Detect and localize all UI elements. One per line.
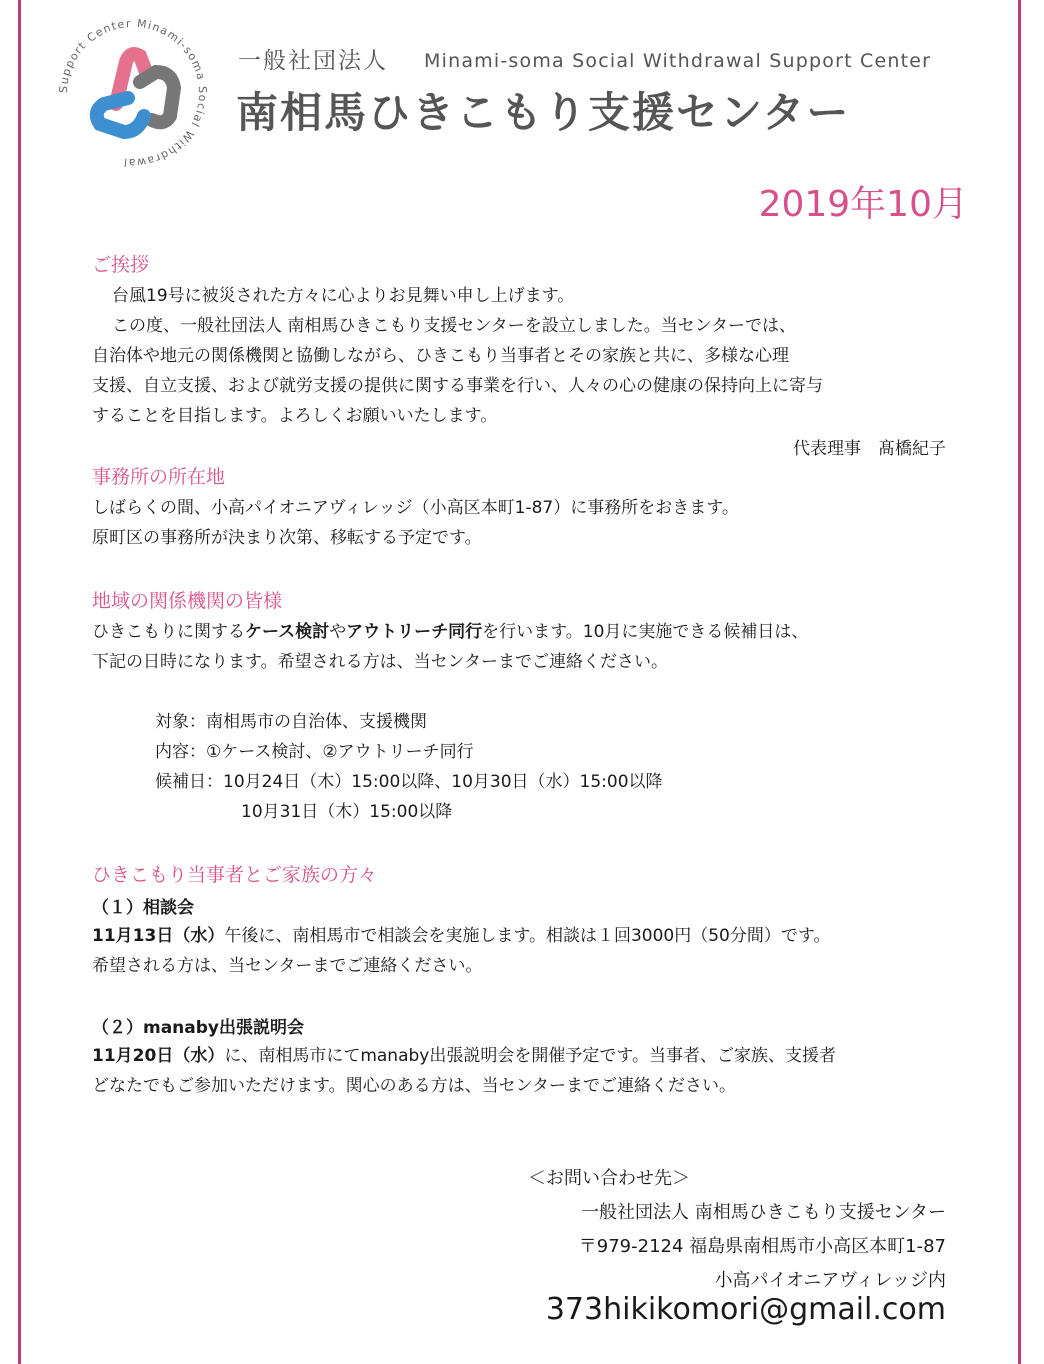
greeting-line: この度、一般社団法人 南相馬ひきこもり支援センターを設立しました。当センターでは、 [112,316,797,336]
issue-date: 2019年10月 [758,184,968,225]
manaby-body [92,1041,836,1101]
greeting-body [92,281,823,431]
contact-address: 〒979-2124 福島県南相馬市小高区本町1-87 [578,1236,946,1257]
case-review-bold: ケース検討 [245,622,330,642]
page-border-left [18,0,21,1364]
outreach-bold: アウトリーチ同行 [346,622,483,642]
agencies-heading: 地域の関係機関の皆様 [92,590,283,612]
greeting-line: 台風19号に被災された方々に心よりお見舞い申し上げます。 [112,286,575,306]
org-name-japanese: 南相馬ひきこもり支援センター [236,88,851,137]
logo-blue-link [97,98,144,132]
representative-signature: 代表理事 髙橋紀子 [793,439,946,459]
contact-org: 一般社団法人 南相馬ひきこもり支援センター [581,1202,946,1223]
consult-line-2: 希望される方は、当センターまでご連絡ください。 [92,956,483,976]
consult-date: 11月13日（水） [92,926,225,946]
consult-line-1 [92,921,831,951]
greeting-heading: ご挨拶 [92,254,150,276]
org-name-english: Minami-soma Social Withdrawal Support Center [424,50,932,72]
text-span: や [329,622,347,642]
detail-content: 内容：①ケース検討、②アウトリーチ同行 [155,742,474,762]
contact-block [528,1162,946,1298]
greeting-line: 自治体や地元の関係機関と協働しながら、ひきこもり当事者とその家族と共に、多様な心理 [92,346,789,366]
consult-title: （１）相談会 [92,898,194,918]
greeting-line: することを目指します。よろしくお願いいたします。 [92,406,498,426]
office-body [92,493,739,553]
manaby-title: （２）manaby出張説明会 [92,1018,305,1038]
agencies-body [92,617,808,677]
manaby-line-2: どなたでもご参加いただけます。関心のある方は、当センターまでご連絡ください。 [92,1076,736,1096]
org-type: 一般社団法人 [238,48,388,74]
text-span: 午後に、南相馬市で相談会を実施します。相談は１回3000円（50分間）です。 [224,926,831,946]
office-line: 原町区の事務所が決まり次第、移転する予定です。 [92,528,482,548]
families-heading: ひきこもり当事者とご家族の方々 [92,864,378,886]
contact-label: ＜お問い合わせ先＞ [528,1168,690,1189]
detail-dates-cont: 10月31日（木）15:00以降 [241,802,453,822]
greeting-line: 支援、自立支援、および就労支援の提供に関する事業を行い、人々の心の健康の保持向上に寄与 [92,376,823,396]
contact-email[interactable]: 373hikikomori@gmail.com [545,1292,946,1327]
text-span: を行います。10月に実施できる候補日は、 [482,622,809,642]
office-heading: 事務所の所在地 [92,466,226,488]
office-line: しばらくの間、小高パイオニアヴィレッジ（小高区本町1-87）に事務所をおきます。 [92,498,739,518]
detail-dates: 候補日：10月24日（木）15:00以降、10月30日（水）15:00以降 [155,772,663,792]
agencies-line-2: 下記の日時になります。希望される方は、当センターまでご連絡ください。 [92,652,668,672]
organization-logo [52,12,214,174]
agencies-line-1 [92,617,808,647]
svg-text:Support Center Minami-soma Soc [57,17,209,169]
detail-target: 対象：南相馬市の自治体、支援機関 [155,712,427,732]
page-border-right [1018,0,1021,1364]
agencies-details [155,707,663,827]
manaby-date: 11月20日（水） [92,1046,225,1066]
logo-ring-text: Support Center Minami-soma Social Withdrawal [56,16,210,170]
text-span: に、南相馬市にてmanaby出張説明会を開催予定です。当事者、ご家族、支援者 [224,1046,836,1066]
contact-building: 小高パイオニアヴィレッジ内 [714,1270,946,1291]
consult-body [92,921,831,981]
manaby-line-1 [92,1041,836,1071]
text-span: ひきこもりに関する [92,622,245,642]
